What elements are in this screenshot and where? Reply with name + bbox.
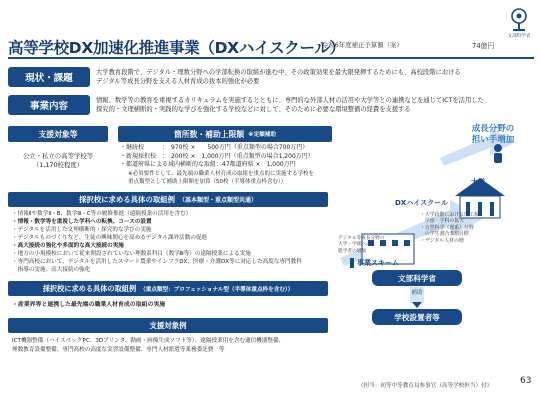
- efforts2-header: [8, 281, 328, 296]
- dx-desc-line: 進学者の増加: [338, 248, 367, 254]
- dx-desc-line: デジタル等成長分野の: [338, 236, 385, 241]
- efforts-list: [12, 210, 336, 274]
- efforts-header-main: 採択校に求める具体の取組例: [78, 195, 176, 204]
- efforts2-list: [12, 301, 336, 309]
- growth-text-line: 担い手増加: [471, 135, 515, 145]
- subsidy-label: [118, 126, 332, 142]
- effort-item: ・デジタルを活用した文理横断的・探究的な学びの実施: [12, 227, 152, 233]
- effort-item: ・情報Ⅱや数学Ⅱ・B、数学Ⅲ・C等の履修推進（遠隔授業の活用を含む）: [12, 211, 192, 217]
- dx-desc-line: 大学・学部への: [338, 242, 371, 248]
- status-text: [96, 68, 536, 86]
- subsidy-row: ・都道府県による域内横断的な取組：47都道府県 × 1,000万円: [120, 161, 296, 169]
- scheme-bottom: 学校設置者等: [372, 309, 462, 325]
- effort-item: ・専門高校において、デジタルを活用したスマート農業やインフラDX、医療・介護DX等に対応した高度な専門教科: [12, 259, 302, 265]
- subsidy-label-text: 箇所数・補助上限額: [174, 129, 245, 139]
- target-label: 支援対象等: [8, 126, 108, 142]
- target-line1: 公立・私立の高等学校等: [22, 152, 94, 160]
- efforts-header: [8, 192, 328, 207]
- ministry-logo: [502, 6, 536, 46]
- growth-text: [461, 124, 525, 146]
- subsidy-note: ※必須要件として、最先端の職業人材育成の取組を重点的に実施する学校を: [128, 170, 315, 177]
- content-text-line: 探究的・文理横断的・実践的な学びを強化する学校などに対して、そのために必要な環境整備の経費を支援する: [96, 106, 411, 113]
- page-title: 高等学校DX加速化推進事業（DXハイスクール）: [8, 39, 345, 57]
- content-label: 事業内容: [8, 95, 90, 115]
- benefit-line: 学部・学科の拡大: [420, 218, 465, 225]
- status-text-line: 大学教育段階で、デジタル・理数分野への学部転換の取組が進む中、その政策効果を最大限発揮するためにも、高校段階における: [96, 69, 461, 76]
- scheme-arrow-down-icon: [412, 302, 422, 308]
- subsidy-rows: [120, 144, 350, 186]
- logo-text: 文部科学省: [507, 34, 531, 39]
- status-text-line: デジタル等成長分野を支える人材育成の抜本的強化が必要: [96, 78, 260, 85]
- subsidy-row: ・新規採択校 ： 200校 × 1,000万円（重点類型の場合1,200万円）: [120, 152, 314, 160]
- content-text: [96, 96, 536, 114]
- university-label: 大学: [471, 178, 485, 186]
- effort2-item: ・産業界等と連携した最先端の職業人材育成の取組の実施: [12, 302, 166, 308]
- effort-item: ・情報・数学等を重視した学科への転換、コースの設置: [12, 219, 152, 225]
- support-list: [12, 337, 336, 354]
- benefit-line: ・デジタル人材の増: [420, 237, 464, 244]
- benefit-line: ・大学段階における理工系: [420, 212, 479, 218]
- effort-item: ・地方の小規模校において従来開設されていない理数系科目（数学Ⅲ等）の遠隔授業による実施: [12, 251, 251, 257]
- status-label: 現状・課題: [8, 67, 90, 87]
- title-rule: [8, 57, 534, 59]
- effort-item: 指導の実施、高大接続の強化: [12, 267, 91, 273]
- benefit-line: ・自然科学（理系）分野: [420, 224, 474, 231]
- benefit-line: の学生割合 5割目標: [420, 231, 469, 238]
- growth-text-line: 成長分野の: [471, 124, 515, 134]
- budget-amount: 74億円: [472, 42, 495, 50]
- efforts-header-sub: （基本類型・重点類型共通）: [179, 197, 258, 204]
- efforts2-header-sub: （重点類型：プロフェッショナル型（半導体重点枠を含む））: [140, 286, 294, 293]
- budget-label: 令和6年度補正予算額（案）: [322, 41, 403, 49]
- effort-item: ・デジタルものづくりなど、生徒の興味関心を高めるデジタル課外活動の促進: [12, 235, 208, 241]
- scheme-arrow-label: 補助: [411, 290, 423, 296]
- page-number: 63: [520, 376, 532, 386]
- target-line2: （1,170校程度）: [32, 161, 84, 169]
- benefits-list: [420, 212, 479, 244]
- mext-emblem-icon: [508, 6, 530, 32]
- dx-highschool-label: DXハイスクール: [395, 199, 448, 207]
- efforts2-header-main: 採択校に求める具体の取組例: [42, 283, 137, 293]
- support-item: ICT機器整備（ハイスペックPC、3Dプリンタ、動画・画像生成ソフト等）、遠隔授業用を含む通信機器整備、: [12, 338, 285, 344]
- support-header: 支援対象例: [8, 318, 328, 333]
- content-text-line: 情報、数学等の教育を重視するカリキュラムを実施するとともに、専門的な外部人材の活用や大学等との連携などを通じてICTを活用した: [96, 97, 484, 104]
- support-item: 理数教育設備整備、専門高校の高度な実習設備整備、専門人材派遣等業務委託費 等: [12, 346, 225, 353]
- effort-item: ・高大接続の強化や多面的な高大接続の実施: [12, 243, 124, 249]
- target-text: [8, 152, 108, 170]
- dx-desc: [338, 236, 385, 255]
- scheme-top: 文部科学省: [372, 270, 462, 286]
- subsidy-note: 重点類型として補助上限額を加算（50校（半導体重点枠含む））: [128, 178, 287, 185]
- scheme-marker: [350, 258, 354, 268]
- subsidy-row: ・継続校 ： 970校 × 500万円（重点類型の場合700万円）: [120, 144, 309, 151]
- subsidy-note-label: ※定額補助: [248, 132, 276, 138]
- contact-note: （担当：初等中等教育局参事官（高等学校担当）付）: [358, 383, 493, 389]
- scheme-label: 事業スキーム: [357, 259, 399, 267]
